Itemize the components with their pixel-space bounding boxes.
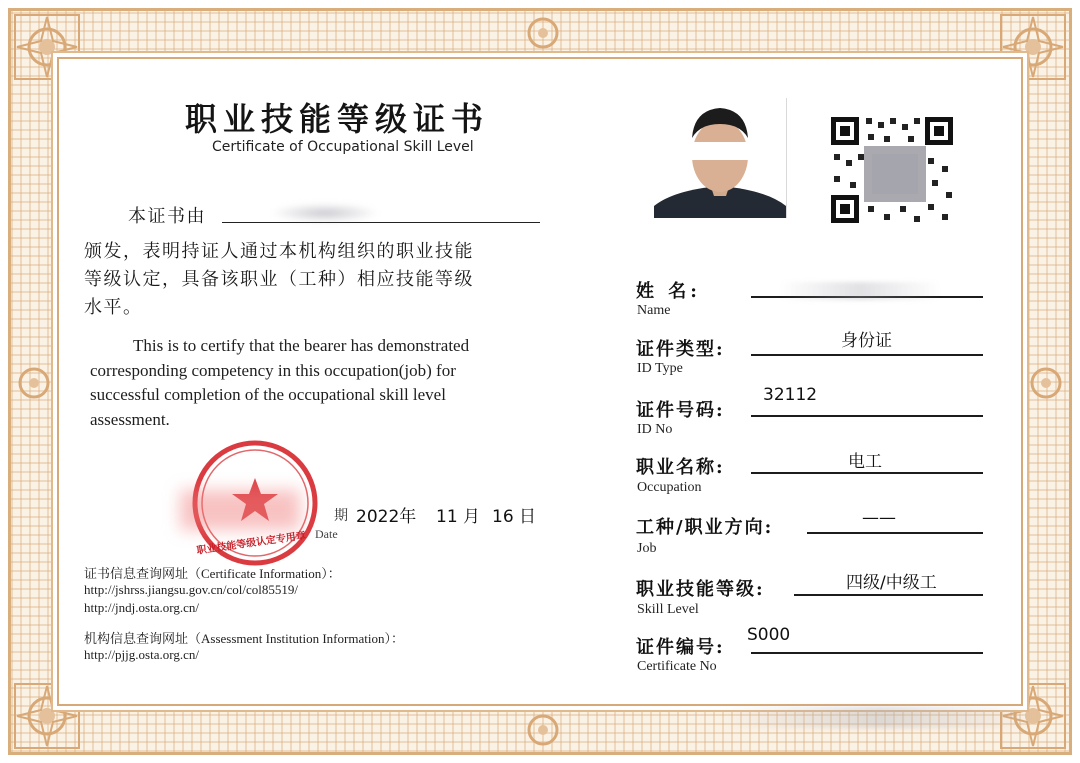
certificate-title-cn: 职业技能等级证书 bbox=[185, 100, 490, 138]
field-occupation-label-en: Occupation bbox=[637, 480, 702, 495]
inst-info-label-cn: 机构信息查询网址 bbox=[84, 632, 189, 647]
portrait-photo bbox=[654, 98, 786, 218]
ornament-medallion-icon bbox=[17, 366, 51, 400]
issue-date-month: 11 月 bbox=[436, 507, 481, 527]
issue-date-label-cn: 期 bbox=[334, 508, 348, 524]
issue-date-day: 16 日 bbox=[492, 507, 537, 527]
cert-info-url-2[interactable]: http://jndj.osta.org.cn/ bbox=[84, 600, 199, 615]
cert-info-label bbox=[84, 563, 341, 582]
field-id-no-value: 32112 bbox=[763, 385, 818, 405]
statement-cn-line2: 颁发，表明持证人通过本机构组织的职业技能 bbox=[84, 241, 474, 262]
statement-en-line3: successful completion of the occupational skill level bbox=[90, 385, 446, 404]
ornament-medallion-icon bbox=[526, 16, 560, 50]
field-name-label-en: Name bbox=[637, 303, 671, 318]
field-occupation-label: 职业名称: bbox=[636, 457, 725, 478]
field-id-no-label-en: ID No bbox=[637, 422, 673, 437]
field-id-type-underline bbox=[751, 354, 983, 356]
seal-redacted bbox=[180, 490, 300, 530]
statement-cn-line1: 本证书由 bbox=[128, 206, 206, 227]
ornament-medallion-icon bbox=[1029, 366, 1063, 400]
issue-date-label-en: Date bbox=[315, 527, 338, 541]
qr-code-icon[interactable] bbox=[828, 114, 956, 226]
field-id-no-underline bbox=[751, 415, 983, 417]
field-job-value: —— bbox=[862, 508, 896, 528]
inst-info-label-en: （Assessment Institution Information）： bbox=[188, 631, 404, 646]
field-name-label: 姓 名: bbox=[636, 281, 701, 302]
certificate-title-en: Certificate of Occupational Skill Level bbox=[212, 139, 474, 155]
issue-date-year: 2022年 bbox=[356, 507, 417, 527]
field-cert-no-value: S000 bbox=[747, 625, 791, 645]
field-job-label-en: Job bbox=[637, 541, 657, 556]
statement-cn-line3: 等级认定，具备该职业（工种）相应技能等级 bbox=[84, 269, 474, 290]
statement-en-line1: This is to certify that the bearer has demonstrated bbox=[133, 336, 470, 355]
name-redacted bbox=[780, 282, 940, 300]
field-skill-level-value: 四级/中级工 bbox=[846, 573, 937, 593]
field-cert-no-label-en: Certificate No bbox=[637, 659, 717, 674]
field-id-type-label-en: ID Type bbox=[637, 361, 683, 376]
field-job-label: 工种/职业方向: bbox=[636, 517, 774, 538]
issuer-redacted bbox=[270, 203, 380, 223]
statement-cn-line4: 水平。 bbox=[84, 297, 143, 318]
field-job-underline bbox=[807, 532, 983, 534]
ornament-medallion-icon bbox=[526, 713, 560, 747]
field-occupation-value: 电工 bbox=[848, 452, 882, 472]
field-skill-level-label: 职业技能等级: bbox=[636, 579, 765, 600]
field-id-no-label: 证件号码: bbox=[636, 400, 725, 421]
statement-en-line4: assessment. bbox=[90, 410, 170, 429]
photo-divider bbox=[786, 98, 787, 218]
field-id-type-label: 证件类型: bbox=[636, 339, 725, 360]
portrait-icon bbox=[654, 98, 786, 218]
statement-en-line2: corresponding competency in this occupation(job) for bbox=[90, 361, 456, 380]
bottom-redacted bbox=[720, 706, 1040, 728]
field-occupation-underline bbox=[751, 472, 983, 474]
field-skill-level-underline bbox=[794, 594, 983, 596]
seal-text: 职业技能等级认定专用章 bbox=[196, 530, 307, 557]
field-id-type-value: 身份证 bbox=[841, 331, 892, 351]
cert-info-url-1[interactable]: http://jshrss.jiangsu.gov.cn/col/col85519/ bbox=[84, 582, 299, 597]
inst-info-url[interactable]: http://pjjg.osta.org.cn/ bbox=[84, 647, 199, 662]
cert-info-label-en: （Certificate Information）： bbox=[188, 566, 341, 581]
field-skill-level-label-en: Skill Level bbox=[637, 602, 699, 617]
cert-info-label-cn: 证书信息查询网址 bbox=[84, 567, 189, 582]
field-cert-no-label: 证件编号: bbox=[636, 637, 725, 658]
inst-info-label bbox=[84, 628, 404, 647]
field-cert-no-underline bbox=[751, 652, 983, 654]
